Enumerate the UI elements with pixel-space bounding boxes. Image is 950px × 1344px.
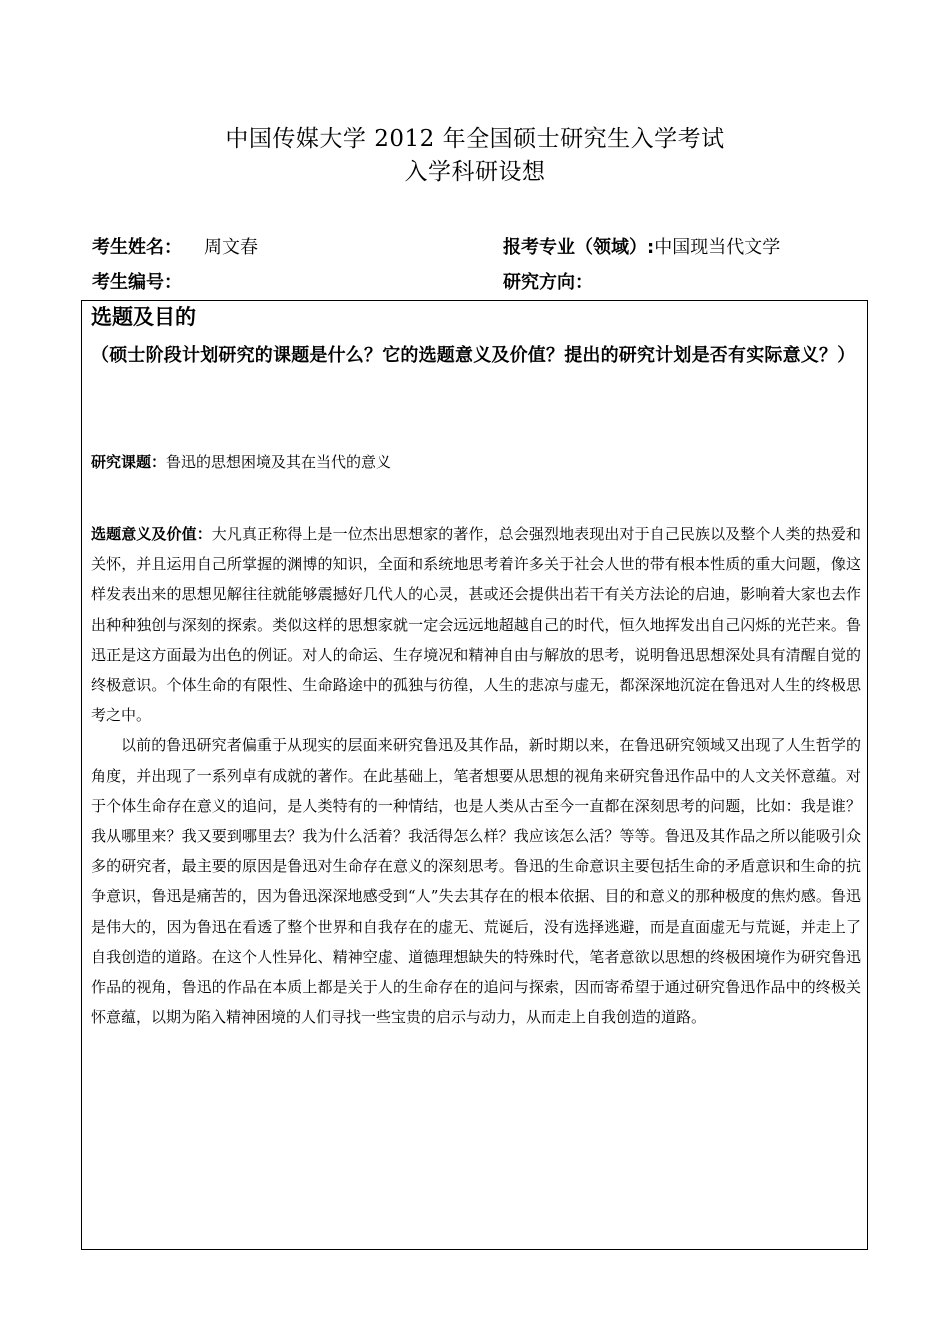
significance-label: 选题意义及价值： — [91, 525, 212, 543]
research-topic-line — [91, 449, 863, 475]
applied-major-field — [503, 235, 780, 261]
applied-major-value: 中国现当代文学 — [654, 237, 781, 258]
applicant-name-field — [92, 235, 258, 261]
document-title: 中国传媒大学 2012 年全国硕士研究生入学考试 — [225, 126, 725, 152]
research-topic-label: 研究课题： — [91, 453, 167, 471]
topic-section-box — [81, 300, 868, 1250]
document-subtitle: 入学科研设想 — [404, 159, 546, 185]
research-direction-field — [503, 270, 593, 296]
significance-body — [91, 519, 861, 1032]
significance-paragraph-2: 以前的鲁迅研究者偏重于从现实的层面来研究鲁迅及其作品，新时期以来，在鲁迅研究领域又出现了人生哲学的角度，并出现了一系列卓有成就的著作。在此基础上，笔者想要从思想的视角来研究鲁迅作品中的人文关怀意蕴。对于个体生命存在意义的追问，是人类特有的一种情结，也是人类从古至今一直都在深刻思考的问题，比如：我是谁？我从哪里来？我又要到哪里去？我为什么活着？我活得怎么样？我应该怎么活？等等。鲁迅及其作品之所以能吸引众多的研究者，最主要的原因是鲁迅对生命存在意义的深刻思考。鲁迅的生命意识主要包括生命的矛盾意识和生命的抗争意识，鲁迅是痛苦的，因为鲁迅深深地感受到“人”失去其存在的根本依据、目的和意义的那种极度的焦灼感。鲁迅是伟大的，因为鲁迅在看透了整个世界和自我存在的虚无、荒诞后，没有选择逃避，而是直面虚无与荒诞，并走上了自我创造的道路。在这个人性异化、精神空虚、道德理想缺失的特殊时代，笔者意欲以思想的终极困境作为研究鲁迅作品的视角，鲁迅的作品在本质上都是关于人的生命存在的追问与探索，因而寄希望于通过研究鲁迅作品中的终极关怀意蕴，以期为陷入精神困境的人们寻找一些宝贵的启示与动力，从而走上自我创造的道路。 — [91, 736, 861, 1027]
applicant-name-label: 考生姓名： — [92, 237, 182, 258]
research-direction-label: 研究方向： — [503, 272, 593, 293]
section-guide-question: （硕士阶段计划研究的课题是什么？它的选题意义及价值？提出的研究计划是否有实际意义？） — [91, 345, 856, 366]
applicant-id-label: 考生编号： — [92, 272, 182, 293]
section-heading: 选题及目的 — [91, 305, 196, 329]
research-topic-value: 鲁迅的思想困境及其在当代的意义 — [166, 453, 392, 471]
applied-major-label: 报考专业（领域）: — [503, 237, 655, 258]
significance-paragraph-1-text: 大凡真正称得上是一位杰出思想家的著作，总会强烈地表现出对于自己民族以及整个人类的热爱和关怀，并且运用自己所掌握的渊博的知识，全面和系统地思考着许多关于社会人世的带有根本性质的重大问题，像这样发表出来的思想见解往往就能够震撼好几代人的心灵，甚或还会提供出若干有关方法论的启迪，影响着大家也去作出种种独创与深刻的探索。类似这样的思想家就一定会远远地超越自己的时代，恒久地挥发出自己闪烁的光芒来。鲁迅正是这方面最为出色的例证。对人的命运、生存境况和精神自由与解放的思考，说明鲁迅思想深处具有清醒自觉的终极意识。个体生命的有限性、生命路途中的孤独与彷徨，人生的悲凉与虚无，都深深地沉淀在鲁迅对人生的终极思考之中。 — [91, 525, 861, 725]
significance-paragraph-1 — [91, 519, 861, 730]
applicant-id-field — [92, 270, 182, 296]
applicant-name-value: 周文春 — [204, 237, 258, 258]
